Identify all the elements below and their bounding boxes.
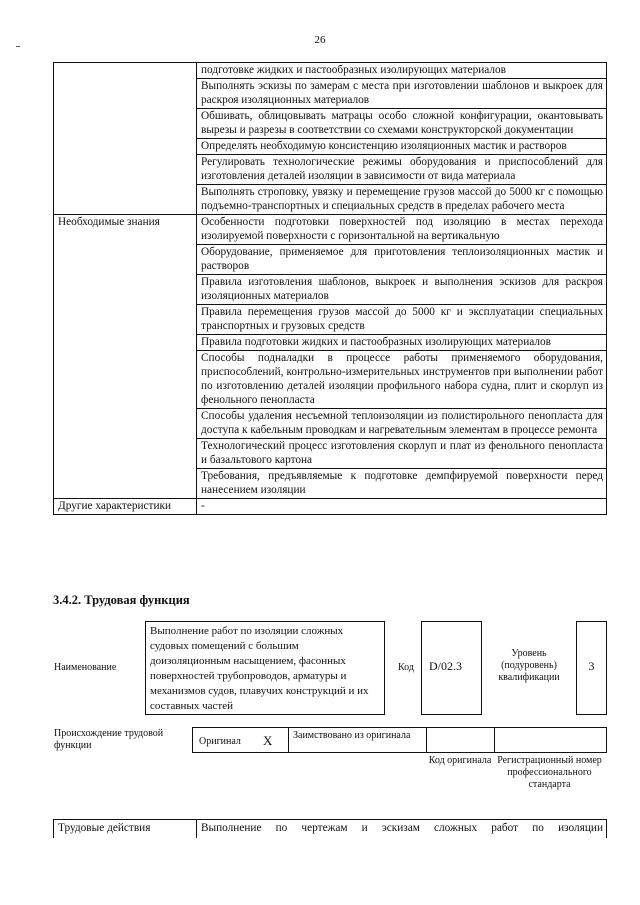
other-value: - xyxy=(197,499,607,515)
actions-table xyxy=(53,819,607,838)
registration-caption: Регистрационный номер профессионального стандарта xyxy=(497,755,602,790)
page-number: 26 xyxy=(314,34,326,46)
knowledge-item: Правила подготовки жидких и пастообразных изолирующих материалов xyxy=(197,335,607,351)
original-mark: X xyxy=(263,733,273,748)
skill-item: Выполнять строповку, увязку и перемещение грузов массой до 5000 кг с помощью подъемно-транспортных и специальных средств в пределах рабочего места xyxy=(197,185,607,215)
knowledge-label: Необходимые знания xyxy=(54,215,197,499)
table-row xyxy=(54,215,607,245)
knowledge-item: Технологический процесс изготовления скорлуп и плат из фенольного пенопласта и базальтового картона xyxy=(197,439,607,469)
skills-label-cell xyxy=(54,63,197,215)
skill-item: Определять необходимую консистенцию изоляционных мастик и растворов xyxy=(197,139,607,155)
skill-item: Регулировать технологические режимы оборудования и приспособлений для изготовления деталей изоляции в зависимости от вида материала xyxy=(197,155,607,185)
skill-item: Выполнять эскизы по замерам с места при изготовлении шаблонов и выкроек для раскроя изоляционных материалов xyxy=(197,79,607,109)
table-row xyxy=(54,499,607,515)
level-label: Уровень (подуровень) квалификации xyxy=(498,648,560,683)
code-label: Код xyxy=(398,662,414,673)
borrowed-label: Заимствовано из оригинала xyxy=(289,728,427,752)
skill-item: подготовке жидких и пастообразных изолирующих материалов xyxy=(197,63,607,79)
table-row xyxy=(54,63,607,79)
knowledge-item: Способы подналадки в процессе работы применяемого оборудования, приспособлений, контрольно-измерительных инструментов при выполнении работ по изготовлению деталей изоляции профильного набора судна, плит и скорлуп из фенольного пенопласта xyxy=(197,351,607,409)
original-cell xyxy=(193,728,289,752)
knowledge-item: Правила изготовления шаблонов, выкроек и выполнения эскизов для раскроя изоляционных материалов xyxy=(197,275,607,305)
knowledge-item: Способы удаления несъемной теплоизоляции из полистирольного пенопласта для доступа к кабельным проводкам и нагревательным элементам в процессе ремонта xyxy=(197,409,607,439)
knowledge-item: Оборудование, применяемое для приготовления теплоизоляционных мастик и растворов xyxy=(197,245,607,275)
actions-label: Трудовые действия xyxy=(54,820,197,839)
origin-table xyxy=(192,727,607,753)
registration-number-cell xyxy=(495,728,606,752)
other-label: Другие характеристики xyxy=(54,499,197,515)
skill-item: Обшивать, облицовывать матрацы особо сложной конфигурации, окантовывать вырезы и разрезы в соответствии со схемами конструкторской документации xyxy=(197,109,607,139)
knowledge-item: Правила перемещения грузов массой до 5000 кг и эксплуатации специальных транспортных и грузовых средств xyxy=(197,305,607,335)
original-code-cell xyxy=(427,728,495,752)
requirements-table xyxy=(53,62,607,515)
level-value-box: 3 xyxy=(576,621,607,715)
action-item: Выполнение по чертежам и эскизам сложных работ по изоляции xyxy=(197,820,607,839)
knowledge-item: Требования, предъявляемые к подготовке демпфируемой поверхности перед нанесением изоляции xyxy=(197,469,607,499)
table-row xyxy=(54,820,607,839)
origin-label: Происхождение трудовой функции xyxy=(54,728,164,751)
original-code-caption: Код оригинала xyxy=(428,755,492,766)
section-title: 3.4.2. Трудовая функция xyxy=(53,593,190,607)
margin-mark xyxy=(16,46,20,47)
function-name-box: Выполнение работ по изоляции сложных судовых помещений с большим доизоляционным насыщением, фасонных поверхностей трубопроводов, арматуры и механизмов судов, плавучих конструкций и их составных частей xyxy=(145,621,385,715)
knowledge-item: Особенности подготовки поверхностей под изоляцию в местах перехода изолируемой поверхности с горизонтальной на вертикальную xyxy=(197,215,607,245)
original-label: Оригинал xyxy=(199,736,241,747)
name-label: Наименование xyxy=(54,662,117,673)
code-value-box: D/02.3 xyxy=(421,621,482,715)
